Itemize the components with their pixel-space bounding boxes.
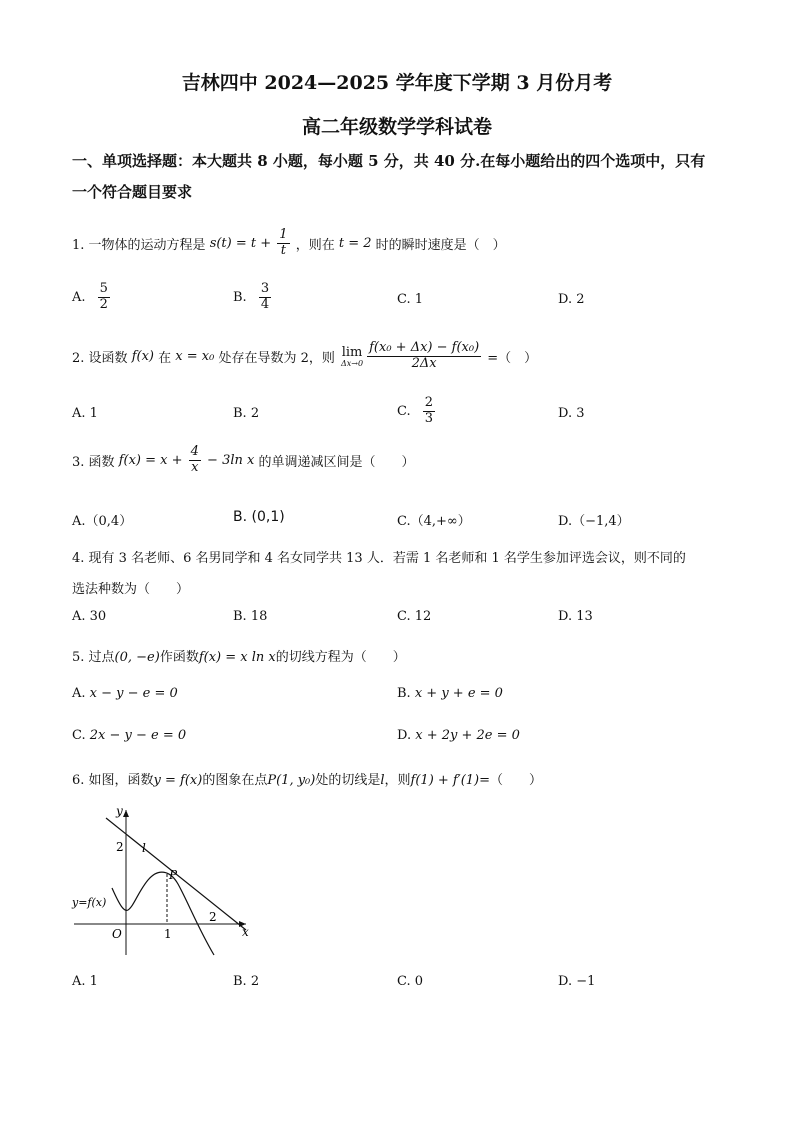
question-5: 5. 过点(0, −e)作函数f(x) = x ln x的切线方程为（ ） [72, 650, 406, 665]
question-4-option-c[interactable]: C. 12 [397, 609, 432, 624]
question-6-option-d[interactable]: D. −1 [558, 974, 596, 989]
section-heading-line2: 一个符合题目要求 [72, 183, 193, 201]
question-6-option-c[interactable]: C. 0 [397, 974, 424, 989]
question-1-text: 1. 一物体的运动方程是 [72, 237, 206, 253]
question-6-option-b[interactable]: B. 2 [233, 974, 260, 989]
question-2: 2. 设函数 f(x) 在 x = x₀ 处存在导数为 2，则 lim Δx→0 $\frac{\text{f(x₀ + Δx) − f(x₀)}}{2\Delta x}$ =（ ） [72, 340, 538, 371]
section-heading-line1: 一、单项选择题：本大题共 8 小题，每小题 5 分，共 40 分.在每小题给出的四个选项中，只有 [72, 152, 706, 170]
exam-title: 吉林四中 2024—2025 学年度下学期 3 月份月考 [181, 72, 613, 94]
label-one: 1 [164, 927, 172, 941]
question-1-option-d[interactable]: D. 2 [558, 292, 585, 307]
question-6: 6. 如图，函数y = f(x)的图象在点P(1, y₀)处的切线是l，则f(1) + f′(1)=（ ） [72, 773, 543, 788]
exam-subtitle: 高二年级数学学科试卷 [301, 116, 492, 138]
question-5-option-b[interactable]: B. x + y + e = 0 [397, 686, 503, 701]
question-6-option-a[interactable]: A. 1 [72, 974, 98, 989]
function-curve [112, 872, 214, 955]
question-3: 3. 函数 f(x) = x + $\frac{4}{x}$ − 3ln x 的单调递减区间是（ ） [72, 444, 415, 475]
question-4-option-a[interactable]: A. 30 [72, 609, 107, 624]
label-y: y [116, 804, 123, 818]
question-2-option-d[interactable]: D. 3 [558, 406, 585, 421]
question-3-option-d[interactable]: D.（−1,4） [558, 514, 630, 529]
question-5-option-d[interactable]: D. x + 2y + 2e = 0 [397, 728, 520, 743]
question-4-line2: 选法种数为（ ） [72, 582, 190, 597]
label-p: P [169, 868, 178, 882]
question-1-equation: s(t) = t + [209, 235, 276, 251]
label-origin: O [112, 927, 122, 941]
question-1-option-a[interactable]: A. $\frac{5}{2}$ [72, 281, 108, 312]
question-2-option-a[interactable]: A. 1 [72, 406, 98, 421]
question-6-figure [66, 800, 256, 960]
question-1-fraction: $\frac{1}{t}$ [279, 227, 288, 258]
question-4-option-d[interactable]: D. 13 [558, 609, 593, 624]
question-5-option-a[interactable]: A. x − y − e = 0 [72, 686, 178, 701]
limit-operator: lim Δx→0 [341, 344, 364, 368]
question-2-option-b[interactable]: B. 2 [233, 406, 260, 421]
y-axis-arrow [123, 810, 129, 817]
question-2-option-c[interactable]: C. $\frac{2}{3}$ [397, 395, 434, 426]
question-2-fraction: $\frac{\text{f(x₀ + Δx) − f(x₀)}}{2\Delta x}$ [369, 340, 480, 371]
label-two-x: 2 [209, 910, 217, 924]
question-4-option-b[interactable]: B. 18 [233, 609, 268, 624]
label-two-y: 2 [116, 840, 124, 854]
question-1-option-c[interactable]: C. 1 [397, 292, 424, 307]
question-3-option-b[interactable]: B. (0,1) [233, 509, 285, 525]
question-5-option-c[interactable]: C. 2x − y − e = 0 [72, 728, 187, 743]
question-3-option-c[interactable]: C.（4,+∞） [397, 514, 471, 529]
question-3-option-a[interactable]: A.（0,4） [72, 514, 133, 529]
question-1: 1. 一物体的运动方程是 s(t) = t + $\frac{1}{t}$ ，则在 t = 2 时的瞬时速度是（ ） [72, 227, 506, 258]
label-x: x [242, 925, 249, 939]
question-1-option-b[interactable]: B. $\frac{3}{4}$ [233, 281, 270, 312]
label-l: l [142, 841, 146, 855]
question-4-line1: 4. 现有 3 名老师、6 名男同学和 4 名女同学共 13 人．若需 1 名老师和 1 名学生参加评选会议，则不同的 [72, 551, 686, 566]
label-function: y=f(x) [72, 896, 107, 909]
question-1-condition: t = 2 [338, 235, 372, 251]
